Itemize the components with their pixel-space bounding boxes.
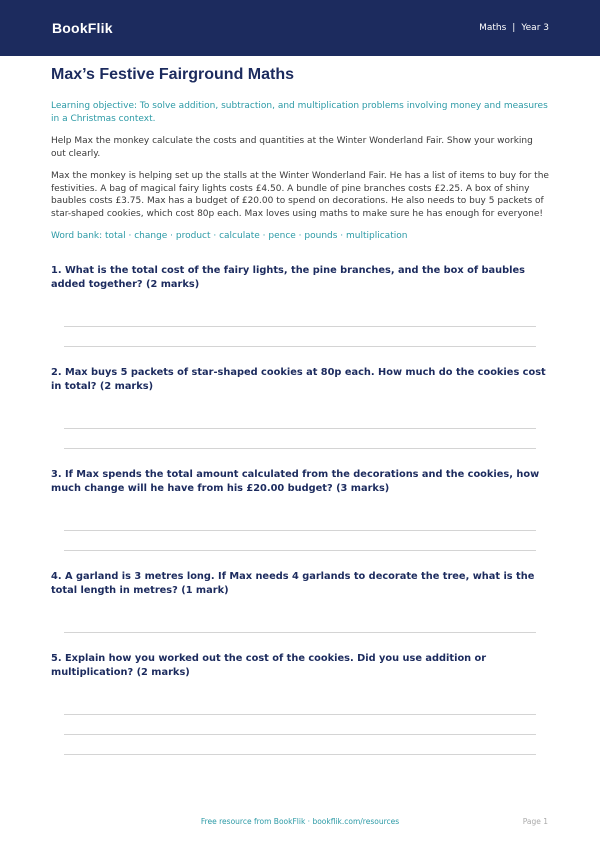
answer-line[interactable] [64,346,536,347]
question-2 [51,366,549,393]
instructions: Help Max the monkey calculate the costs and quantities at the Winter Wonderland Fair. Show your working out clearly. [51,136,533,159]
answer-line[interactable] [64,550,536,551]
learning-objective: Learning objective: To solve addition, subtraction, and multiplication problems involving money and measures in a Christmas context. [51,101,548,124]
answer-line[interactable] [64,530,536,531]
question-4 [51,570,549,597]
separator: | [512,23,516,33]
answer-line[interactable] [64,754,536,755]
year-label: Year 3 [521,23,549,33]
subject-year-label [479,23,549,33]
subject-label: Maths [479,23,507,33]
word-bank: Word bank: total · change · product · calculate · pence · pounds · multiplication [51,230,408,241]
question-1 [51,264,549,291]
answer-line[interactable] [64,632,536,633]
answer-line[interactable] [64,448,536,449]
worksheet-title: Max’s Festive Fairground Maths [51,66,295,83]
worksheet-intro [51,66,549,260]
answer-line[interactable] [64,428,536,429]
answer-line[interactable] [64,714,536,715]
question-text: 3. If Max spends the total amount calculated from the decorations and the cookies, how much change will he have from his £20.00 budget? (3 marks) [51,469,540,494]
question-text: 4. A garland is 3 metres long. If Max needs 4 garlands to decorate the tree, what is the total length in metres? (1 mark) [51,571,535,596]
question-3 [51,468,549,495]
page-number: Page 1 [522,817,548,826]
footer-credit[interactable]: Free resource from BookFlik · bookflik.com/resources [200,817,400,826]
question-text: 5. Explain how you worked out the cost of the cookies. Did you use addition or multiplication? (2 marks) [51,653,487,678]
answer-line[interactable] [64,734,536,735]
question-5 [51,652,549,679]
story-paragraph: Max the monkey is helping set up the stalls at the Winter Wonderland Fair. He has a list of items to buy for the festivities. A bag of magical fairy lights costs £4.50. A bundle of pine branches costs £2.25. A box of shiny baubles costs £3.75. Max has a budget of £20.00 to spend on decorations. He also needs to buy 5 packets of star-shaped cookies, which cost 80p each. Max loves using maths to make sure he has enough for everyone! [51,171,549,219]
question-text: 1. What is the total cost of the fairy lights, the pine branches, and the box of baubles added together? (2 marks) [51,265,525,290]
page-header [0,0,600,56]
question-text: 2. Max buys 5 packets of star-shaped cookies at 80p each. How much do the cookies cost in total? (2 marks) [51,367,546,392]
brand-logo[interactable]: BookFlik [52,20,113,36]
answer-line[interactable] [64,326,536,327]
